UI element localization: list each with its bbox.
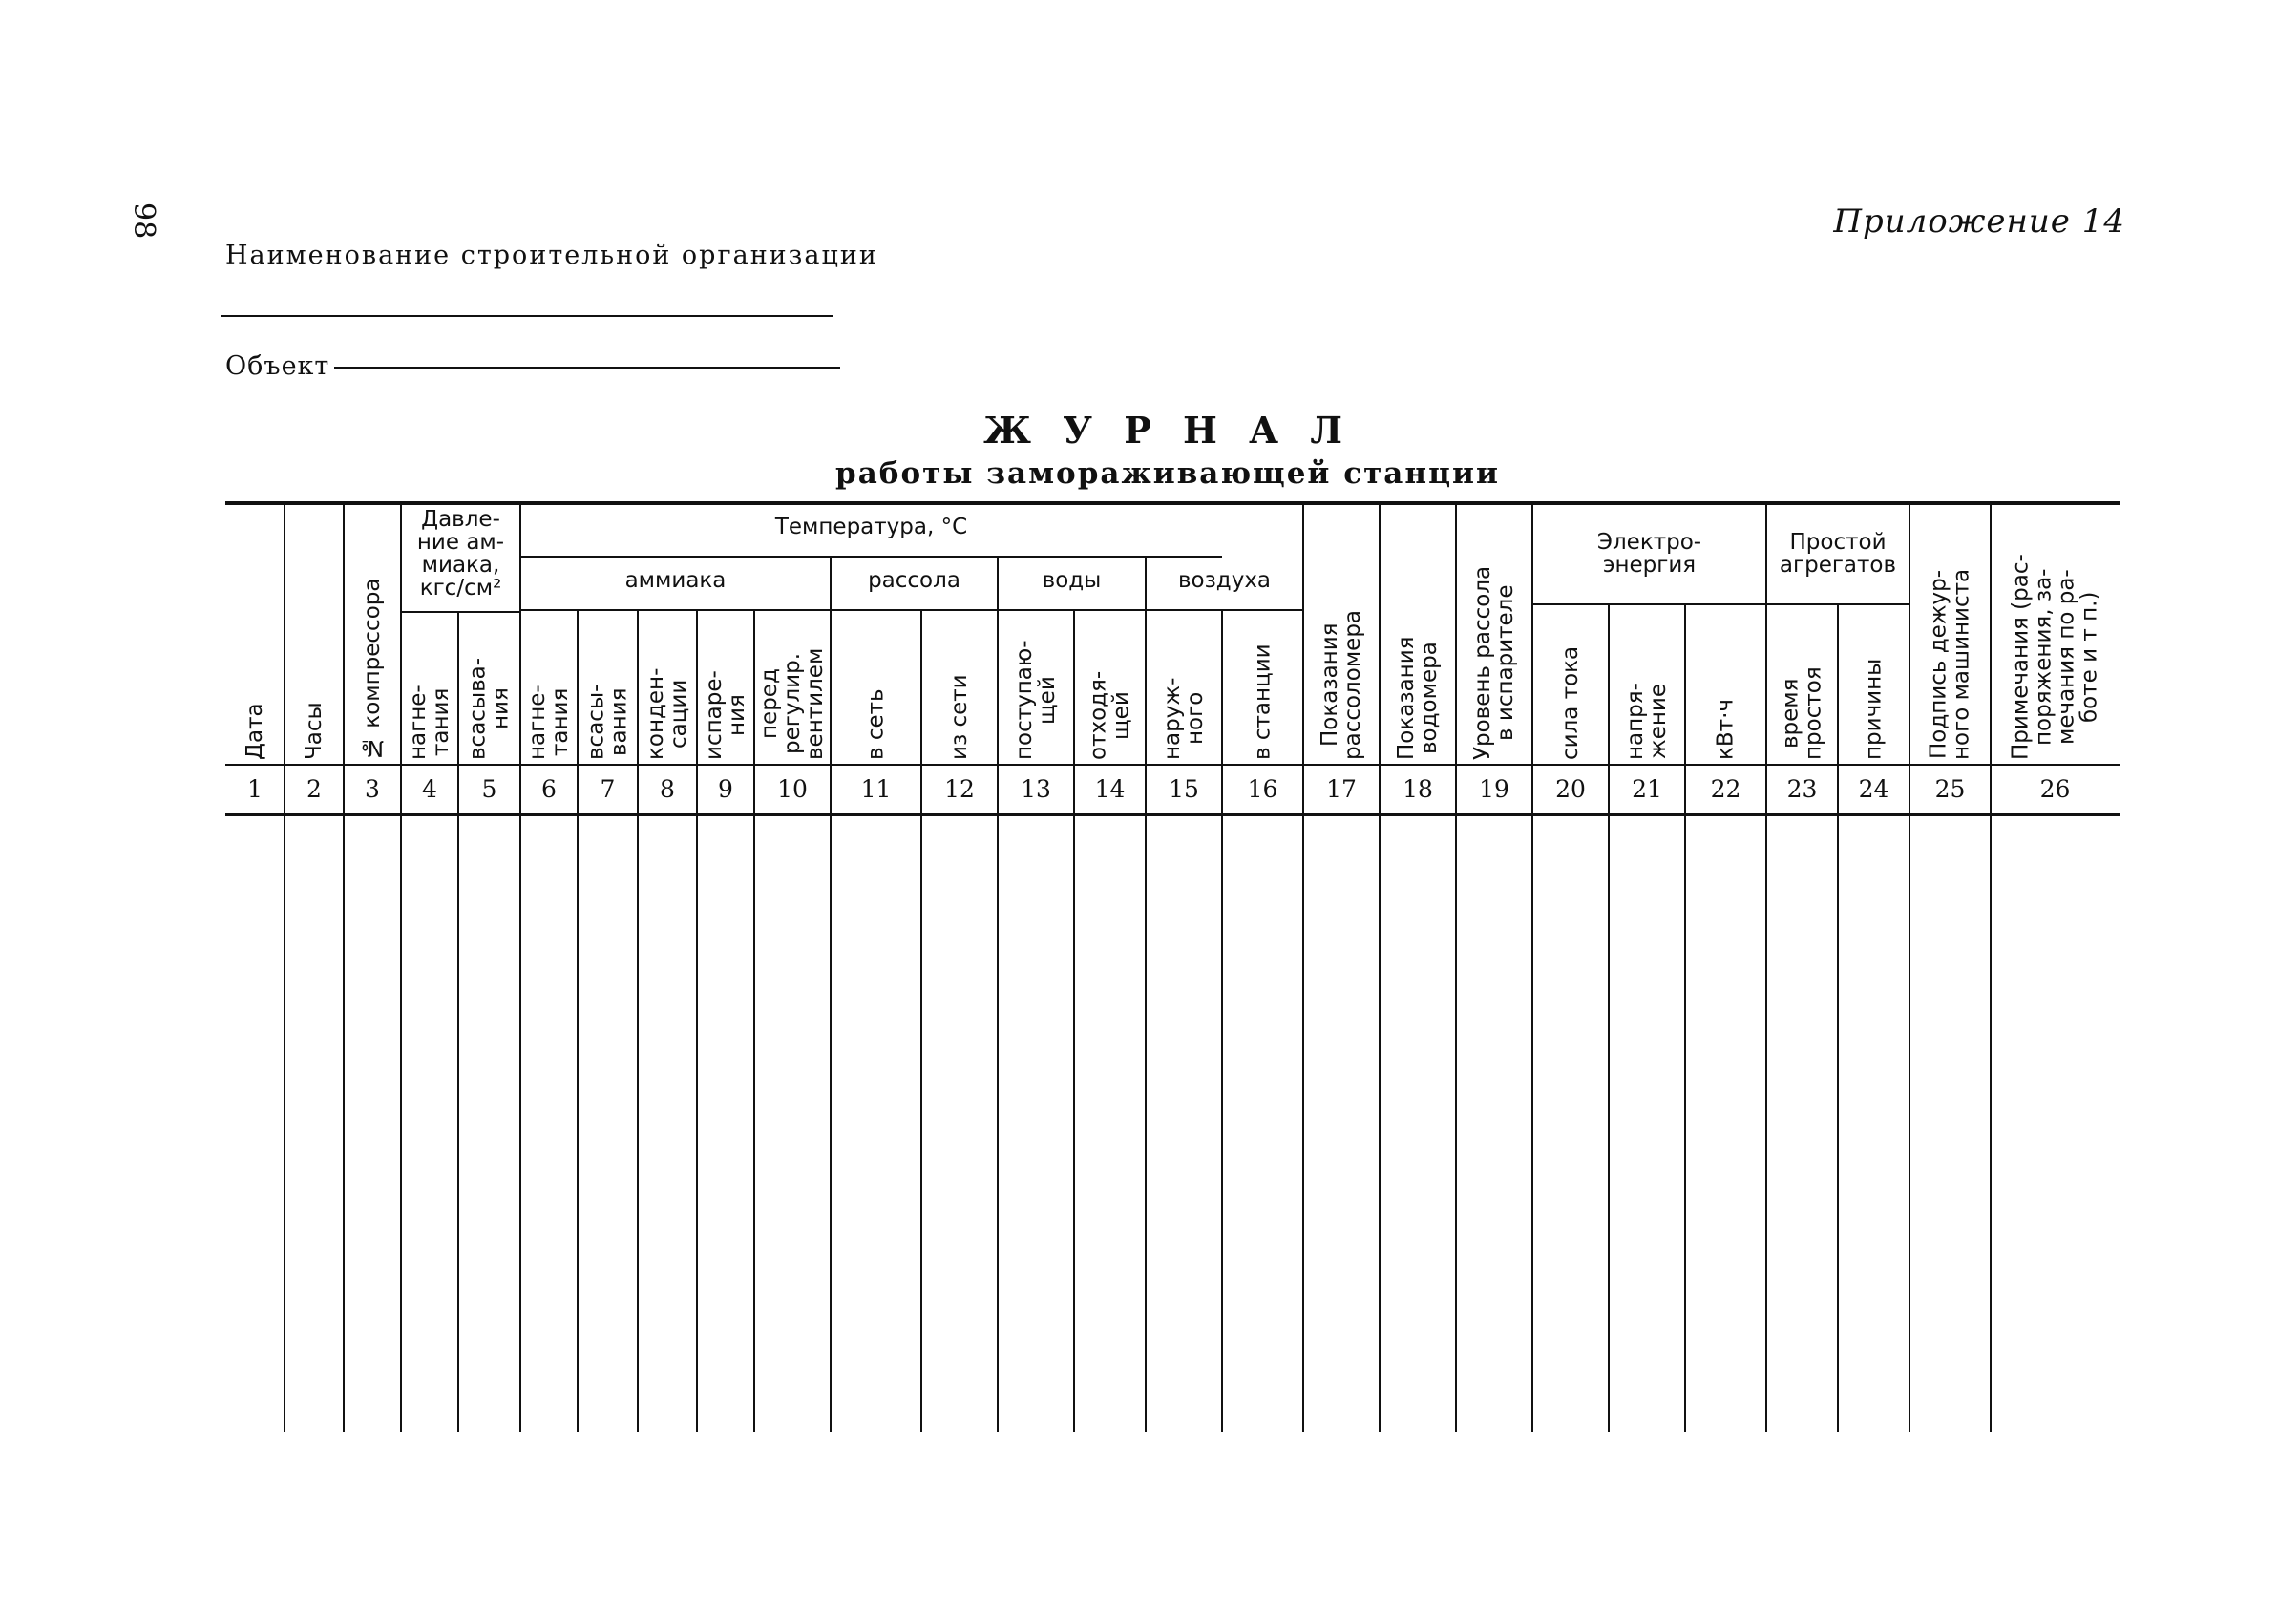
column-header-11: в сеть xyxy=(863,688,889,760)
column-number-16: 16 xyxy=(1247,775,1278,803)
column-number-15: 15 xyxy=(1169,775,1199,803)
electricity-rule xyxy=(1532,603,1766,605)
column-divider xyxy=(1145,556,1147,1432)
column-divider xyxy=(1379,504,1381,1432)
column-divider xyxy=(1909,504,1910,1432)
column-header-2: Часы xyxy=(302,702,327,760)
column-header-1: Дата xyxy=(243,703,267,760)
column-number-10: 10 xyxy=(777,775,808,803)
column-header-4: нагне- тания xyxy=(406,685,453,760)
column-divider xyxy=(1221,609,1223,1432)
column-number-2: 2 xyxy=(306,775,322,803)
column-header-3: № компрессора xyxy=(360,578,385,760)
column-divider xyxy=(920,609,922,1432)
column-number-11: 11 xyxy=(860,775,892,803)
column-number-9: 9 xyxy=(718,775,733,803)
brine-group-header: рассола xyxy=(868,568,960,593)
numbers-bottom-rule xyxy=(225,813,2120,816)
water-group-header: воды xyxy=(1042,568,1102,593)
column-divider xyxy=(1990,504,1992,1432)
column-header-21: напря- жение xyxy=(1623,683,1671,760)
downtime-group-header: Простой агрегатов xyxy=(1779,530,1897,578)
temperature-rule xyxy=(520,556,1222,558)
column-number-6: 6 xyxy=(541,775,557,803)
column-divider xyxy=(997,556,999,1432)
column-header-14: отходя- щей xyxy=(1086,670,1134,760)
column-header-13: поступаю- щей xyxy=(1012,640,1060,760)
column-divider xyxy=(1073,609,1075,1432)
page-number: 98 xyxy=(127,202,160,240)
column-divider xyxy=(1684,603,1686,1432)
column-divider xyxy=(637,609,639,1432)
temperature-group-header: Температура, °С xyxy=(774,515,968,539)
column-header-19: Уровень рассола в испарителе xyxy=(1470,565,1518,760)
column-number-7: 7 xyxy=(600,775,616,803)
pressure-rule xyxy=(401,611,520,613)
column-number-22: 22 xyxy=(1710,775,1741,803)
column-header-20: сила тока xyxy=(1558,645,1583,760)
column-number-26: 26 xyxy=(2039,775,2071,803)
column-number-13: 13 xyxy=(1021,775,1051,803)
column-number-20: 20 xyxy=(1555,775,1586,803)
column-header-5: всасыва- ния xyxy=(465,657,514,760)
column-number-21: 21 xyxy=(1632,775,1662,803)
column-number-5: 5 xyxy=(481,775,497,803)
column-header-7: всасы- вания xyxy=(583,684,632,760)
pressure-group-header: Давле- ние ам- миака, кгс/см² xyxy=(416,507,505,601)
air-group-header: воздуха xyxy=(1177,568,1272,593)
column-divider xyxy=(830,556,832,1432)
column-header-22: кВт·ч xyxy=(1713,699,1739,760)
column-number-4: 4 xyxy=(422,775,437,803)
table-top-rule xyxy=(225,501,2120,505)
column-number-17: 17 xyxy=(1326,775,1357,803)
column-header-25: Подпись дежур- ного машиниста xyxy=(1926,568,1974,760)
air-rule xyxy=(1146,609,1303,611)
column-divider xyxy=(1765,504,1767,1432)
column-header-8: конден- сации xyxy=(643,667,691,760)
column-header-16: в станции xyxy=(1250,643,1276,760)
column-divider xyxy=(1608,603,1610,1432)
column-divider xyxy=(1837,603,1839,1432)
column-number-1: 1 xyxy=(247,775,263,803)
column-divider xyxy=(519,504,521,1432)
column-header-23: время простоя xyxy=(1778,666,1826,760)
column-header-17: Показания рассоломера xyxy=(1318,609,1365,760)
appendix-label: Приложение 14 xyxy=(1833,202,2125,241)
column-divider xyxy=(284,504,285,1432)
column-number-12: 12 xyxy=(944,775,975,803)
column-header-10: перед регулир. вентилем xyxy=(757,647,828,760)
column-number-18: 18 xyxy=(1403,775,1433,803)
column-number-3: 3 xyxy=(365,775,380,803)
brine-rule xyxy=(831,609,998,611)
column-header-15: наруж- ного xyxy=(1160,677,1208,760)
object-label: Объект xyxy=(225,351,330,381)
water-rule xyxy=(998,609,1146,611)
column-number-8: 8 xyxy=(660,775,675,803)
column-divider xyxy=(753,609,755,1432)
column-number-19: 19 xyxy=(1479,775,1509,803)
column-divider xyxy=(457,611,459,1432)
column-header-9: испаре- ния xyxy=(702,670,749,760)
column-number-25: 25 xyxy=(1934,775,1966,803)
column-divider xyxy=(1531,504,1533,1432)
organization-label: Наименование строительной организации xyxy=(225,241,878,270)
column-header-26: Примечания (рас- поряжения, за- мечания по ра- боте и т п.) xyxy=(2008,554,2102,760)
column-number-14: 14 xyxy=(1094,775,1126,803)
column-number-24: 24 xyxy=(1858,775,1889,803)
ammonia-rule xyxy=(520,609,831,611)
column-divider xyxy=(696,609,698,1432)
column-header-6: нагне- тания xyxy=(525,685,573,760)
column-header-18: Показания водомера xyxy=(1394,636,1442,760)
column-header-12: из сети xyxy=(947,674,972,760)
journal-subtitle: работы замораживающей станции xyxy=(835,456,1500,491)
header-bottom-rule xyxy=(225,764,2120,766)
electricity-group-header: Электро- энергия xyxy=(1596,530,1702,578)
column-divider xyxy=(577,609,579,1432)
column-header-24: причины xyxy=(1861,658,1887,760)
column-divider xyxy=(400,504,402,1432)
column-number-23: 23 xyxy=(1786,775,1818,803)
column-divider xyxy=(343,504,345,1432)
column-divider xyxy=(1302,504,1304,1432)
ammonia-group-header: аммиака xyxy=(624,568,727,593)
journal-title: Ж У Р Н А Л xyxy=(983,409,1352,452)
column-divider xyxy=(1455,504,1457,1432)
